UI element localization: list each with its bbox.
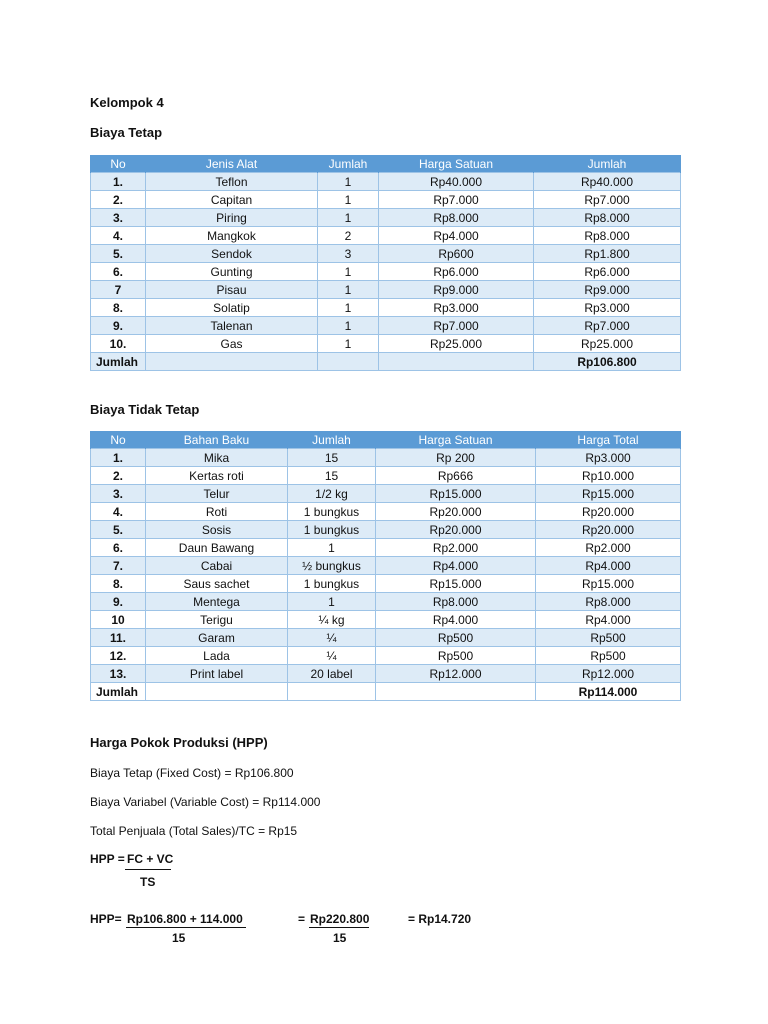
table-cell: 1/2 kg (288, 485, 376, 503)
table-cell: ¼ kg (288, 611, 376, 629)
table-cell: 1 bungkus (288, 575, 376, 593)
table-cell: Rp20.000 (536, 521, 681, 539)
table-cell: Rp15.000 (536, 485, 681, 503)
table-cell: Rp12.000 (536, 665, 681, 683)
table-row (91, 263, 681, 281)
table-cell: 4. (91, 503, 146, 521)
column-header: No (91, 155, 146, 173)
column-header: Jumlah (288, 431, 376, 449)
table-cell: Rp15.000 (376, 485, 536, 503)
table-cell: 13. (91, 665, 146, 683)
fixed-cost-line: Biaya Tetap (Fixed Cost) = Rp106.800 (90, 766, 294, 780)
table-header-row (91, 155, 681, 173)
column-header: Jumlah (534, 155, 681, 173)
calc-sum-denominator: 15 (333, 931, 347, 945)
table-cell: 7. (91, 557, 146, 575)
table-cell: 1 (288, 593, 376, 611)
table-cell: Sendok (146, 245, 318, 263)
table-cell: 15 (288, 449, 376, 467)
table-cell: Sosis (146, 521, 288, 539)
table-cell: ¼ (288, 647, 376, 665)
table-cell: Rp25.000 (534, 335, 681, 353)
table-cell (146, 683, 288, 701)
table-cell: Capitan (146, 191, 318, 209)
table-cell: Rp7.000 (534, 317, 681, 335)
table-cell: 1 bungkus (288, 521, 376, 539)
table-cell: Saus sachet (146, 575, 288, 593)
table-cell: Rp1.800 (534, 245, 681, 263)
table-row (91, 173, 681, 191)
table-row (91, 209, 681, 227)
table-cell: Rp20.000 (536, 503, 681, 521)
table-cell: 10 (91, 611, 146, 629)
table-cell: Mangkok (146, 227, 318, 245)
table-cell: Rp40.000 (379, 173, 534, 191)
table-cell: Mika (146, 449, 288, 467)
table-cell: Rp8.000 (379, 209, 534, 227)
column-header: Harga Satuan (376, 431, 536, 449)
table-cell: Rp20.000 (376, 521, 536, 539)
table-cell: Mentega (146, 593, 288, 611)
table-cell: 2 (318, 227, 379, 245)
table-cell: Lada (146, 647, 288, 665)
table-row (91, 335, 681, 353)
column-header: Harga Satuan (379, 155, 534, 173)
table-cell: Teflon (146, 173, 318, 191)
table-cell: 4. (91, 227, 146, 245)
column-header: Jumlah (318, 155, 379, 173)
variable-cost-table (90, 431, 681, 701)
total-sales-line: Total Penjuala (Total Sales)/TC = Rp15 (90, 824, 298, 838)
table-cell: Rp4.000 (536, 557, 681, 575)
table-cell: 20 label (288, 665, 376, 683)
table-cell: 1 (318, 317, 379, 335)
calc-denominator: 15 (172, 931, 186, 945)
table-cell: Roti (146, 503, 288, 521)
table-cell: Rp4.000 (376, 611, 536, 629)
table-cell (318, 353, 379, 371)
table-cell: Rp8.000 (534, 209, 681, 227)
table-row (91, 467, 681, 485)
table-cell: 11. (91, 629, 146, 647)
table-cell: Rp666 (376, 467, 536, 485)
table-cell: 1. (91, 449, 146, 467)
table-cell: Pisau (146, 281, 318, 299)
formula-fraction-bar (125, 869, 171, 870)
table-cell: Rp20.000 (376, 503, 536, 521)
table-cell: 8. (91, 299, 146, 317)
table-cell: Rp4.000 (379, 227, 534, 245)
table-cell: Rp8.000 (534, 227, 681, 245)
table-row (91, 485, 681, 503)
table-cell: 15 (288, 467, 376, 485)
table-row (91, 629, 681, 647)
table-cell: Rp6.000 (534, 263, 681, 281)
variable-cost-line: Biaya Variabel (Variable Cost) = Rp114.000 (90, 795, 321, 809)
table-cell: Rp500 (536, 647, 681, 665)
table-cell: Rp7.000 (379, 317, 534, 335)
table-cell: 5. (91, 521, 146, 539)
table-cell: 1 (318, 299, 379, 317)
table-row (91, 299, 681, 317)
column-header: Bahan Baku (146, 431, 288, 449)
table-cell: Rp10.000 (536, 467, 681, 485)
table-cell: Rp25.000 (379, 335, 534, 353)
table-cell: Rp7.000 (534, 191, 681, 209)
table-cell: Rp15.000 (376, 575, 536, 593)
table-cell: Rp2.000 (536, 539, 681, 557)
table-cell: 1 (318, 173, 379, 191)
table-cell: 3. (91, 209, 146, 227)
table-cell: Rp500 (376, 629, 536, 647)
table-cell: Piring (146, 209, 318, 227)
table-cell: Garam (146, 629, 288, 647)
table-cell: 10. (91, 335, 146, 353)
total-row (91, 683, 681, 701)
column-header: Harga Total (536, 431, 681, 449)
table-cell: Rp3.000 (536, 449, 681, 467)
table-row (91, 503, 681, 521)
table-cell: Rp7.000 (379, 191, 534, 209)
table-cell: 9. (91, 317, 146, 335)
table-cell: Telur (146, 485, 288, 503)
table-cell: Terigu (146, 611, 288, 629)
table-cell: Rp3.000 (379, 299, 534, 317)
table-cell: Rp600 (379, 245, 534, 263)
table-cell: Gas (146, 335, 318, 353)
table-cell: 1 bungkus (288, 503, 376, 521)
calc-numerator: Rp106.800 + 114.000 (127, 912, 243, 926)
total-label: Jumlah (91, 683, 146, 701)
table-row (91, 539, 681, 557)
table-cell: Gunting (146, 263, 318, 281)
fixed-cost-title: Biaya Tetap (90, 125, 163, 140)
table-cell: Rp40.000 (534, 173, 681, 191)
column-header: Jenis Alat (146, 155, 318, 173)
table-row (91, 245, 681, 263)
total-value: Rp106.800 (534, 353, 681, 371)
table-row (91, 227, 681, 245)
table-cell: 1 (318, 281, 379, 299)
column-header: No (91, 431, 146, 449)
table-cell: ½ bungkus (288, 557, 376, 575)
table-row (91, 191, 681, 209)
variable-cost-title: Biaya Tidak Tetap (90, 402, 200, 417)
table-row (91, 611, 681, 629)
calc-label: HPP= (90, 912, 122, 926)
table-cell: Cabai (146, 557, 288, 575)
group-title: Kelompok 4 (90, 95, 164, 110)
table-cell: Rp8.000 (376, 593, 536, 611)
formula-numerator: FC + VC (127, 852, 174, 866)
total-value: Rp114.000 (536, 683, 681, 701)
table-cell: Rp3.000 (534, 299, 681, 317)
table-cell: Print label (146, 665, 288, 683)
table-row (91, 449, 681, 467)
table-cell: 3. (91, 485, 146, 503)
table-row (91, 557, 681, 575)
table-cell: Rp9.000 (534, 281, 681, 299)
table-cell (288, 683, 376, 701)
table-row (91, 647, 681, 665)
table-cell: 6. (91, 539, 146, 557)
table-row (91, 521, 681, 539)
table-cell: 1 (318, 191, 379, 209)
table-cell: 1 (288, 539, 376, 557)
table-cell: 2. (91, 467, 146, 485)
table-cell (146, 353, 318, 371)
table-cell: Solatip (146, 299, 318, 317)
table-cell: Rp6.000 (379, 263, 534, 281)
formula-denominator: TS (140, 875, 156, 889)
total-label: Jumlah (91, 353, 146, 371)
table-cell: Rp500 (376, 647, 536, 665)
table-cell: Rp9.000 (379, 281, 534, 299)
table-row (91, 317, 681, 335)
calc-fraction-bar (126, 927, 246, 928)
table-cell: 7 (91, 281, 146, 299)
table-cell: ¼ (288, 629, 376, 647)
table-cell: 5. (91, 245, 146, 263)
calc-result: = Rp14.720 (408, 912, 472, 926)
table-cell: Rp12.000 (376, 665, 536, 683)
table-cell: Rp500 (536, 629, 681, 647)
calc-sum-numerator: Rp220.800 (310, 912, 370, 926)
table-cell: Daun Bawang (146, 539, 288, 557)
table-row (91, 665, 681, 683)
table-cell: 1 (318, 263, 379, 281)
table-cell: 3 (318, 245, 379, 263)
total-row (91, 353, 681, 371)
fixed-cost-table (90, 155, 681, 371)
table-cell: 1 (318, 209, 379, 227)
table-cell: 1. (91, 173, 146, 191)
table-cell: Rp4.000 (536, 611, 681, 629)
table-cell (376, 683, 536, 701)
table-row (91, 281, 681, 299)
table-cell: 8. (91, 575, 146, 593)
table-cell: Rp8.000 (536, 593, 681, 611)
table-cell: 6. (91, 263, 146, 281)
table-cell: 1 (318, 335, 379, 353)
table-cell (379, 353, 534, 371)
table-cell: 12. (91, 647, 146, 665)
table-row (91, 575, 681, 593)
table-header-row (91, 431, 681, 449)
table-cell: Rp 200 (376, 449, 536, 467)
formula-label: HPP = (90, 852, 125, 866)
table-row (91, 593, 681, 611)
table-cell: Rp2.000 (376, 539, 536, 557)
table-cell: Rp15.000 (536, 575, 681, 593)
table-cell: 2. (91, 191, 146, 209)
table-cell: Talenan (146, 317, 318, 335)
calc-equals: = (298, 912, 306, 926)
table-cell: Kertas roti (146, 467, 288, 485)
table-cell: 9. (91, 593, 146, 611)
hpp-title: Harga Pokok Produksi (HPP) (90, 735, 268, 750)
calc-sum-fraction-bar (309, 927, 369, 928)
table-cell: Rp4.000 (376, 557, 536, 575)
